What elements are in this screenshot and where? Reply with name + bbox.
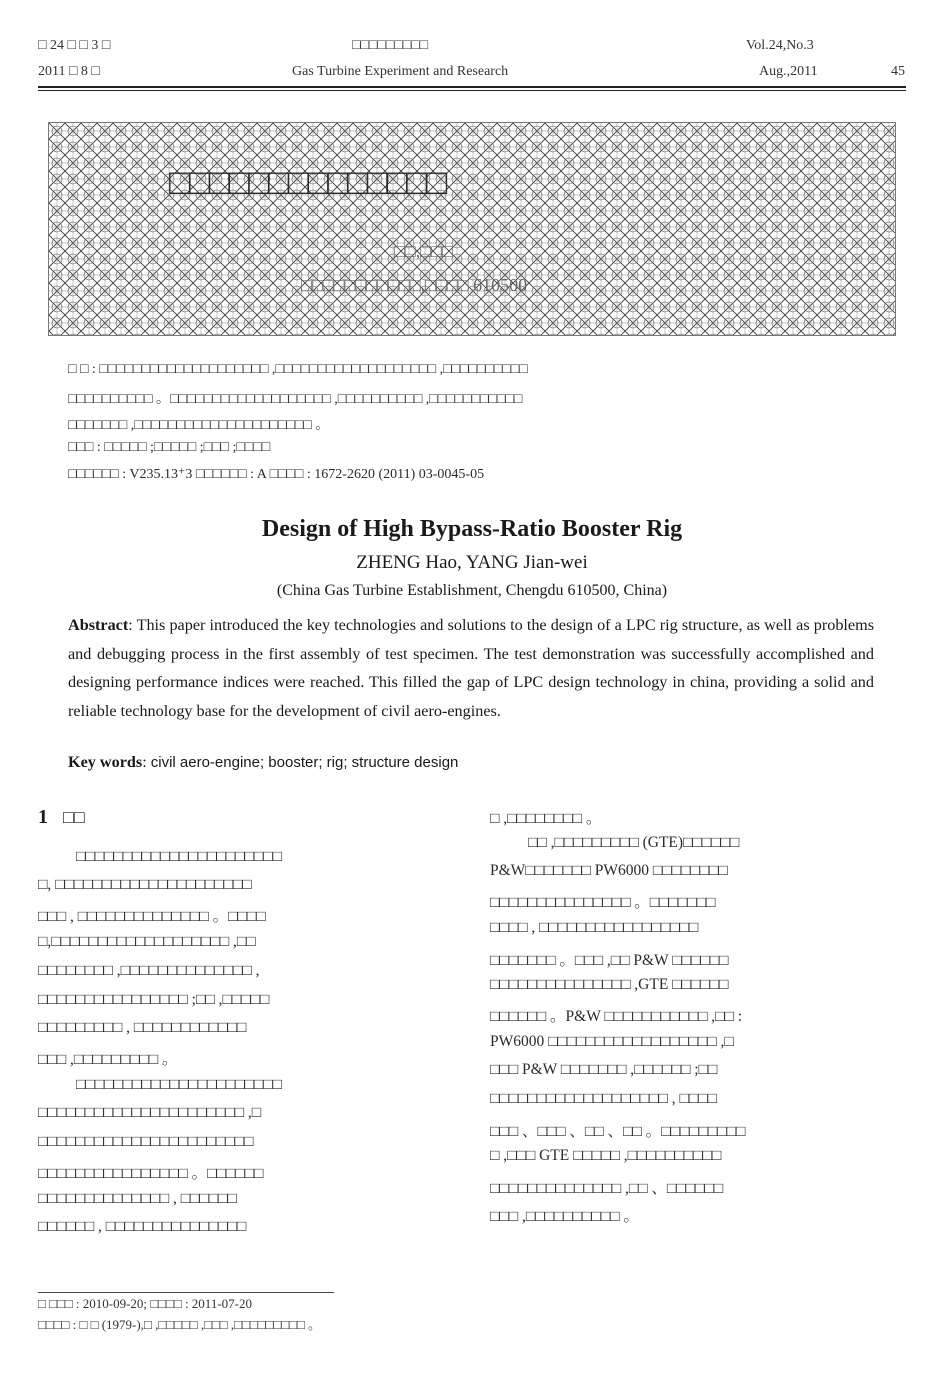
body-line-right: □□□□□□□□□□□□□□ ,□□ 、□□□□□□	[490, 1180, 724, 1197]
header-vol-en: Vol.24,No.3	[746, 38, 814, 53]
english-affiliation: (China Gas Turbine Establishment, Chengdu 610500, China)	[276, 582, 668, 599]
body-line-left: □□□□□□□□□□□□□□□□□□□□□□	[76, 1076, 282, 1093]
body-line-right: □□□□□□□□□□□□□□□ ,GTE □□□□□□	[490, 976, 729, 993]
english-authors: ZHENG Hao, YANG Jian-wei	[356, 552, 588, 573]
abstract-text: This paper introduced the key technologies and solutions to the design of a LPC rig structure, as well as problems and debugging process in the first assembly of test specimen. The test demonstration was successfully accomplished and designing performance indices were reached. This filled the gap of LPC design technology in china, providing a solid and reliable technology base for the development of civil aero-engines.	[68, 616, 874, 720]
section-title: □□	[63, 807, 85, 827]
cn-keywords: □□□ : □□□□□ ;□□□□□ ;□□□ ;□□□□	[68, 440, 271, 455]
body-line-right: □□□□ , □□□□□□□□□□□□□□□□□	[490, 919, 699, 936]
keywords-separator: :	[142, 753, 151, 771]
body-line-left: □,□□□□□□□□□□□□□□□□□□□ ,□□	[38, 933, 256, 950]
header-rule-thick	[38, 86, 906, 88]
body-line-right: PW6000 □□□□□□□□□□□□□□□□□□ ,□	[490, 1033, 734, 1050]
keywords-label: Key words	[68, 753, 143, 771]
footnote-rule	[38, 1292, 334, 1293]
body-line-left: □□□□□□ , □□□□□□□□□□□□□□□	[38, 1218, 247, 1235]
body-line-right: □□□ P&W □□□□□□□ ,□□□□□□ ;□□	[490, 1061, 718, 1078]
body-line-right: P&W□□□□□□□ PW6000 □□□□□□□□	[490, 862, 728, 879]
body-line-left: □□□□□□□□□□□□□□ , □□□□□□	[38, 1190, 237, 1207]
section-number: 1	[38, 806, 48, 828]
header-date: 2011 □ 8 □	[38, 64, 100, 79]
body-line-right: □□□ 、□□□ 、□□ 、□□ 。□□□□□□□□□	[490, 1123, 746, 1140]
body-line-right: □□□ ,□□□□□□□□□□ 。	[490, 1208, 639, 1225]
header-date-en: Aug.,2011	[759, 64, 818, 79]
abstract-label: Abstract	[68, 616, 129, 634]
body-line-right: □□□□□□□ 。□□□ ,□□ P&W □□□□□□	[490, 952, 729, 969]
footnote-received: □ □□□ : 2010-09-20; □□□□ : 2011-07-20	[38, 1296, 252, 1311]
english-abstract	[68, 611, 874, 725]
cn-abstract-line-2: □□□□□□□□□□ 。□□□□□□□□□□□□□□□□□□□ ,□□□□□□□□□□ ,□□□□□□□□□□□	[68, 392, 523, 407]
body-line-left: □□□ ,□□□□□□□□□ 。	[38, 1051, 178, 1068]
body-line-left: □□□□□□□□□□□□□□□□□□□□□□□	[38, 1133, 254, 1150]
header-volume: □ 24 □ □ 3 □	[38, 38, 111, 53]
banner-authors: □□,□□□	[394, 241, 453, 261]
body-line-right: □□□□□□ 。P&W □□□□□□□□□□□ ,□□ :	[490, 1008, 743, 1025]
body-line-left: □□□□□□□□□□□□□□□□ ;□□ ,□□□□□	[38, 991, 270, 1008]
banner-title: □□□□□□□□□□□□□□	[169, 162, 446, 202]
banner-affiliation: □□□□□□□□□□□,□□□□ 610500	[301, 275, 528, 295]
body-line-right: □ ,□□□□□□□□ 。	[490, 810, 602, 827]
body-line-left: □□□□□□□□□□□□□□□□□□□□□□	[76, 848, 282, 865]
english-title: Design of High Bypass-Ratio Booster Rig	[261, 516, 683, 542]
body-line-right: □□□□□□□□□□□□□□□□□□□ , □□□□	[490, 1090, 717, 1107]
body-line-right: □□□□□□□□□□□□□□□ 。□□□□□□□	[490, 894, 716, 911]
cn-abstract-line-1: □ □ : □□□□□□□□□□□□□□□□□□□□ ,□□□□□□□□□□□□□□□□□□□ ,□□□□□□□□□□	[68, 362, 528, 377]
header-journal-cn: □□□□□□□□□	[352, 38, 429, 53]
keywords-text: civil aero-engine; booster; rig; structure design	[150, 754, 459, 771]
body-line-right: □ ,□□□ GTE □□□□□ ,□□□□□□□□□□	[490, 1147, 722, 1164]
cn-classification: □□□□□□ : V235.13⁺3 □□□□□□ : A □□□□ : 1672-2620 (2011) 03-0045-05	[68, 467, 485, 482]
abstract-separator: :	[128, 616, 137, 634]
footnote-author-bio: □□□□ : □ □ (1979-),□ ,□□□□□ ,□□□ ,□□□□□□□□□ 。	[38, 1317, 322, 1332]
cn-abstract-line-3: □□□□□□□ ,□□□□□□□□□□□□□□□□□□□□□ 。	[68, 418, 330, 433]
body-line-left: □□□ , □□□□□□□□□□□□□□ 。□□□□	[38, 908, 266, 925]
body-line-left: □□□□□□□□ ,□□□□□□□□□□□□□□ ,	[38, 962, 260, 979]
body-line-left: □□□□□□□□□ , □□□□□□□□□□□□	[38, 1019, 247, 1036]
header-rule-thin	[38, 90, 906, 91]
body-line-left: □□□□□□□□□□□□□□□□□□□□□□ ,□	[38, 1104, 262, 1121]
body-line-left: □□□□□□□□□□□□□□□□ 。□□□□□□	[38, 1165, 264, 1182]
title-banner	[48, 122, 896, 336]
body-line-right: □□ ,□□□□□□□□□ (GTE)□□□□□□	[528, 834, 740, 851]
header-journal-en: Gas Turbine Experiment and Research	[292, 64, 509, 79]
body-line-left: □, □□□□□□□□□□□□□□□□□□□□□	[38, 876, 252, 893]
banner-lattice-pattern	[49, 123, 895, 335]
section-heading	[38, 806, 85, 829]
page-number: 45	[891, 64, 905, 79]
english-keywords	[68, 753, 458, 772]
